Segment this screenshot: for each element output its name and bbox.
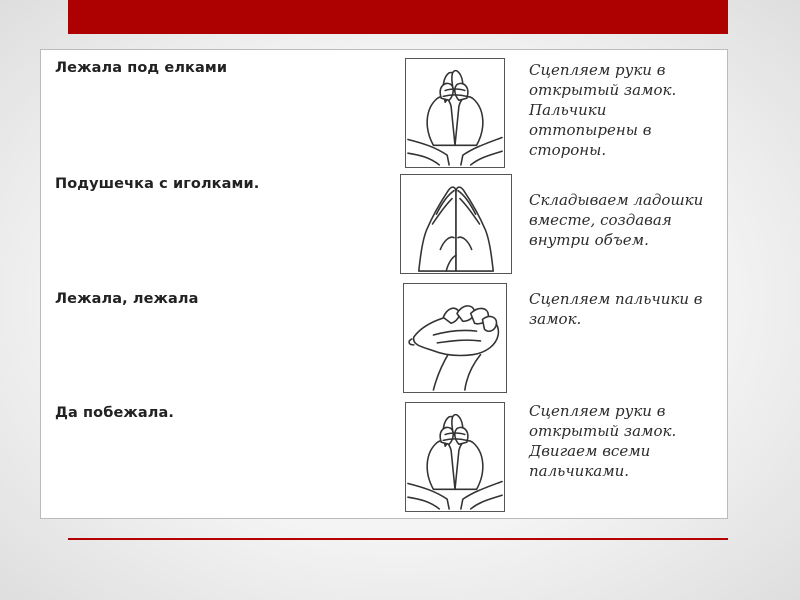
open-lock-hands-icon xyxy=(405,58,505,168)
instruction-text xyxy=(529,401,724,481)
instruction-line: пальчиками. xyxy=(529,462,630,480)
rhyme-line: Лежала, лежала xyxy=(55,291,199,307)
bottom-divider-line xyxy=(68,538,728,540)
top-accent-bar xyxy=(68,0,728,34)
instruction-line: Пальчики xyxy=(529,101,607,119)
palms-together-icon xyxy=(400,174,512,274)
open-lock-hands-icon xyxy=(405,402,505,512)
instruction-line: Сцепляем руки в xyxy=(529,402,666,420)
rhyme-line: Да побежала. xyxy=(55,405,175,421)
rhyme-line: Подушечка с иголками. xyxy=(55,176,260,192)
instruction-line: Двигаем всеми xyxy=(529,442,651,460)
instruction-text xyxy=(529,289,724,329)
interlocked-fingers-icon xyxy=(403,283,507,393)
instruction-line: внутри объем. xyxy=(529,231,649,249)
instruction-line: стороны. xyxy=(529,141,607,159)
rhyme-line: Лежала под елками xyxy=(55,60,228,76)
instruction-text xyxy=(529,190,724,250)
instruction-line: вместе, создавая xyxy=(529,211,672,229)
instruction-line: Складываем ладошки xyxy=(529,191,704,209)
instruction-text xyxy=(529,60,724,160)
instruction-line: Сцепляем пальчики в xyxy=(529,290,703,308)
instruction-line: оттопырены в xyxy=(529,121,652,139)
instruction-line: Сцепляем руки в xyxy=(529,61,666,79)
finger-game-table xyxy=(40,49,728,519)
instruction-line: замок. xyxy=(529,310,582,328)
instruction-line: открытый замок. xyxy=(529,422,677,440)
instruction-line: открытый замок. xyxy=(529,81,677,99)
